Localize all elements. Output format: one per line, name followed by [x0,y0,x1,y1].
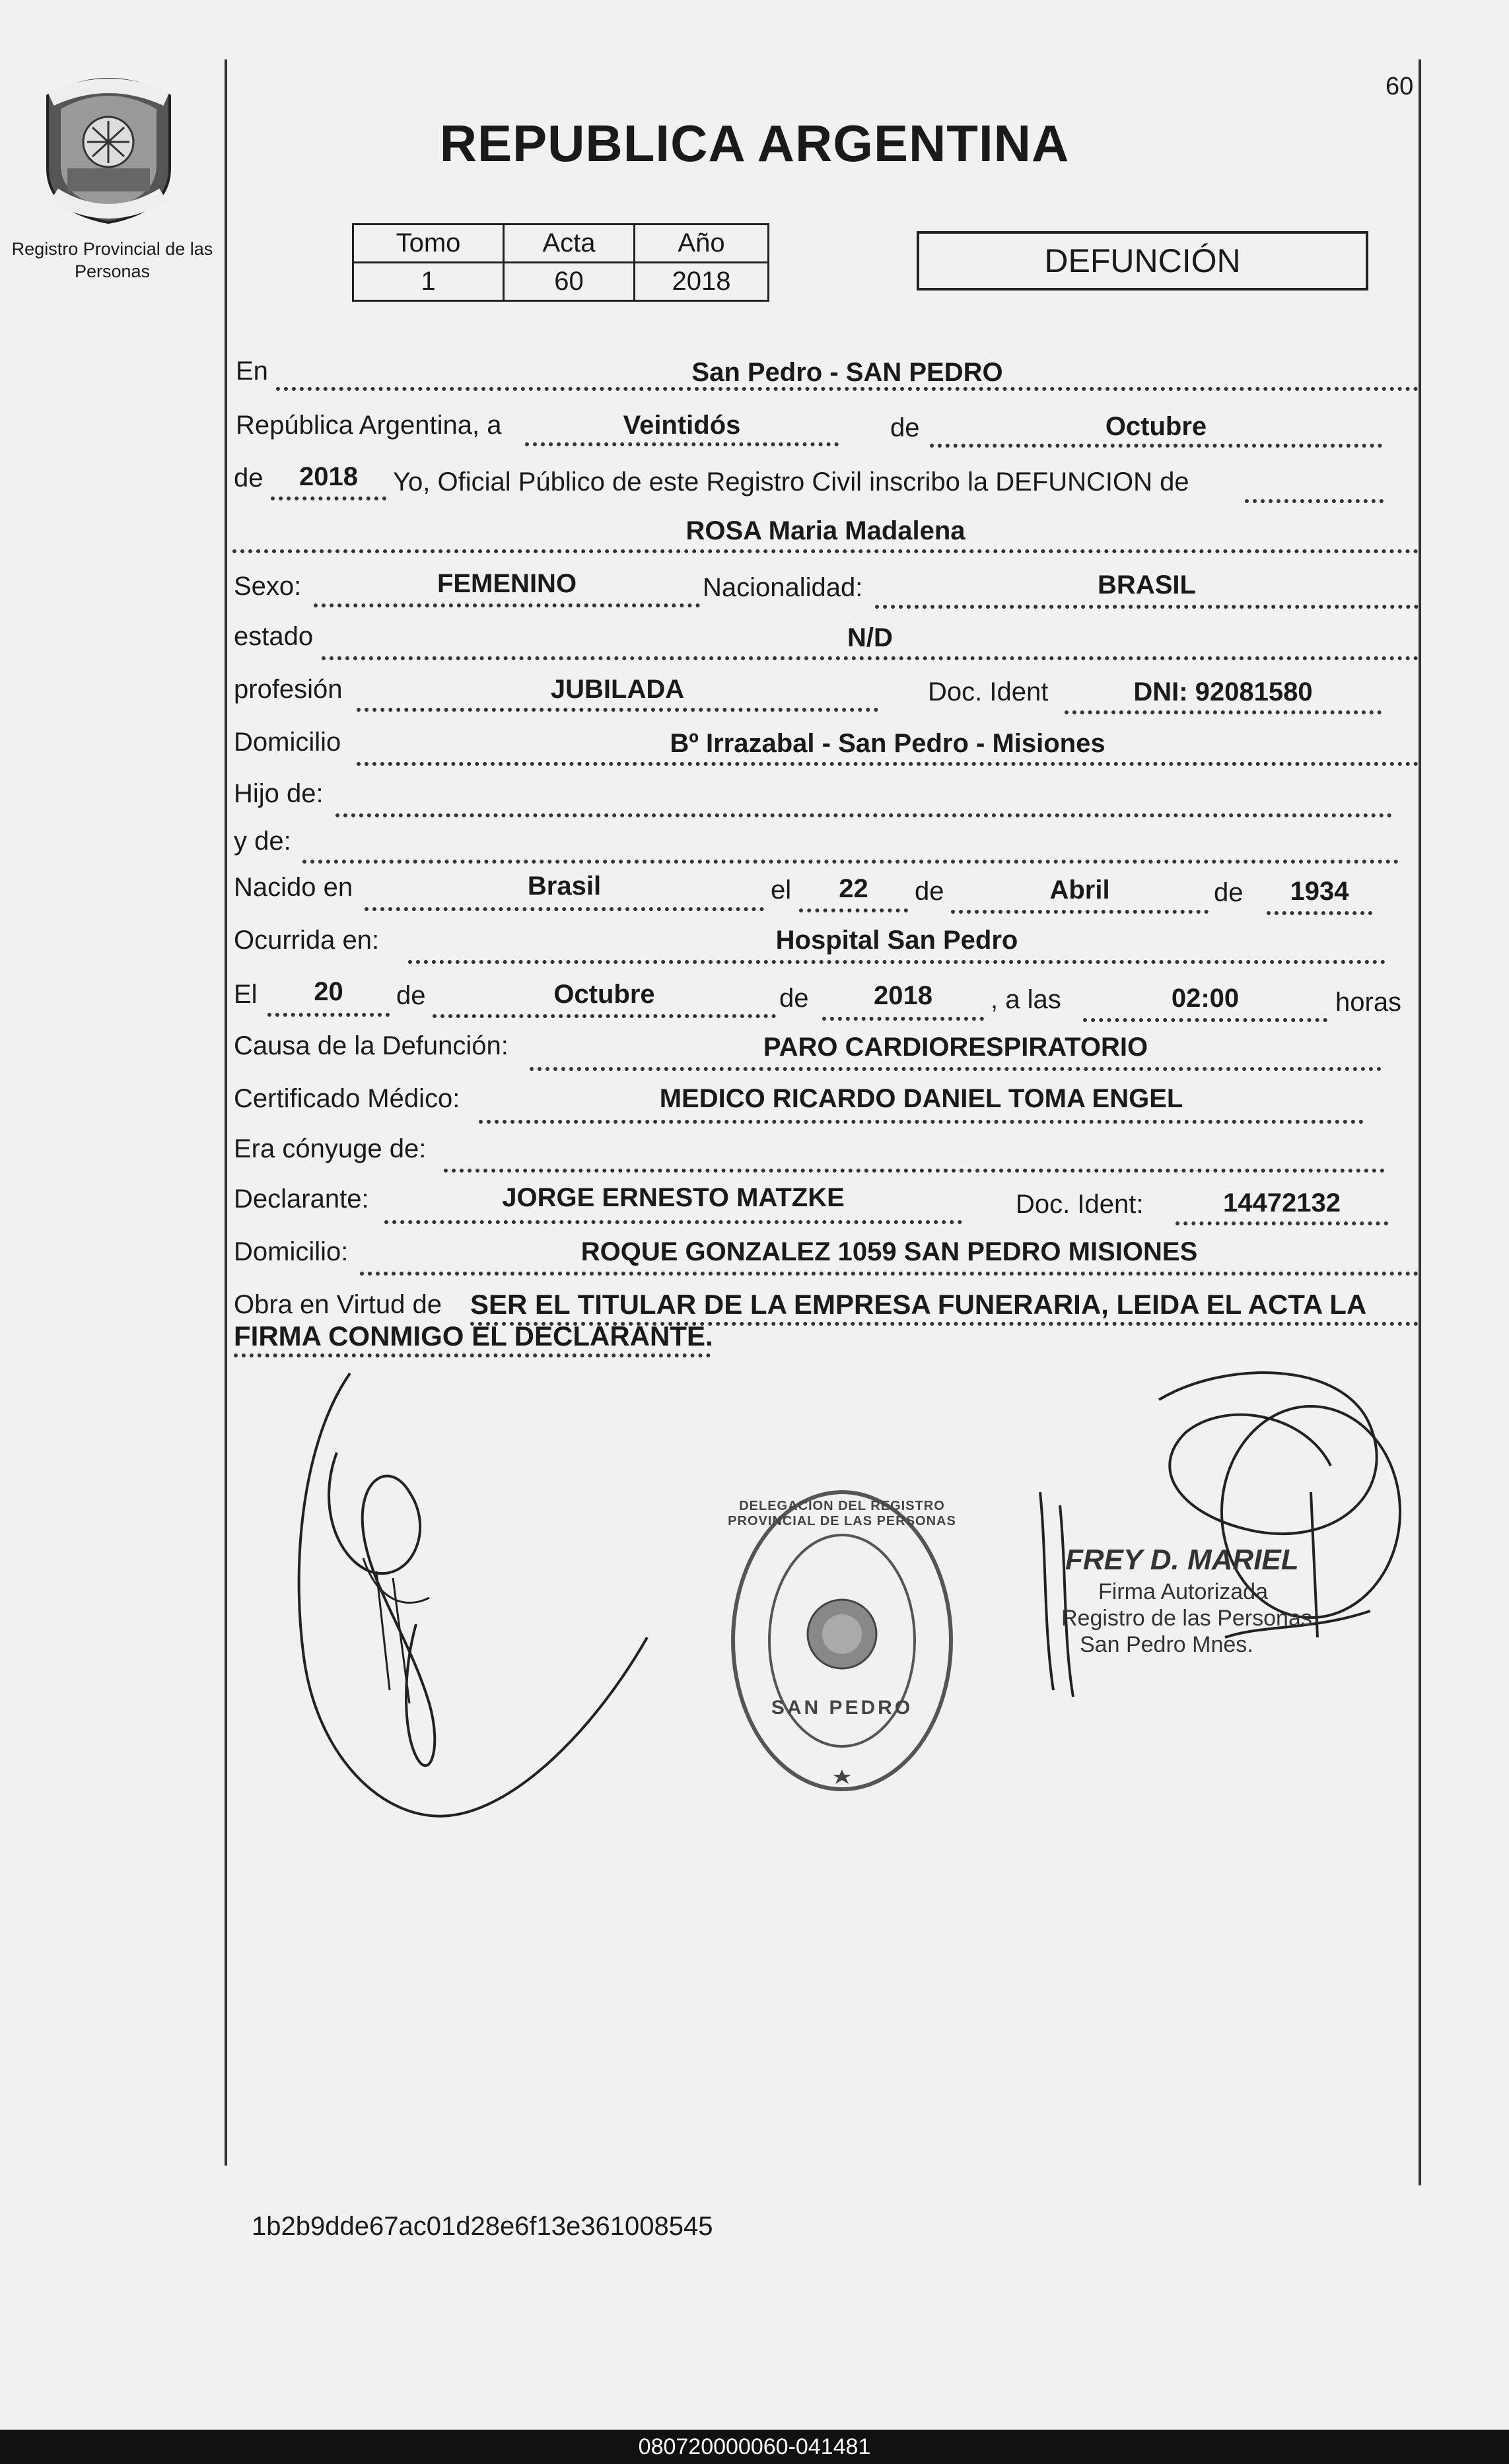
field-profesion: JUBILADA [550,675,685,704]
table-header-tomo: Tomo [353,224,504,263]
dotted-line [1267,911,1372,915]
field-sexo: FEMENINO [437,569,577,598]
org-caption: Registro Provincial de las Personas [11,239,213,281]
label-de: de [915,877,944,906]
dotted-line [357,708,878,712]
page-number: 60 [1386,73,1414,100]
dotted-line [875,605,1419,609]
dotted-line [234,1353,711,1357]
label-estado: estado [234,622,314,651]
field-hora: 02:00 [1171,984,1240,1013]
dotted-line [302,860,1399,864]
label-doc-ident-declarante: Doc. Ident: [1016,1190,1144,1219]
dotted-line [408,960,1386,964]
label-nacido-en: Nacido en [234,873,353,902]
label-hijo-de: Hijo de: [234,779,324,808]
document-hash: 1b2b9dde67ac01d28e6f13e361008545 [252,2212,713,2241]
dotted-line [360,1272,1419,1276]
label-ocurrida-en: Ocurrida en: [234,926,380,955]
label-de: de [234,463,263,493]
dotted-line [1065,710,1382,714]
table-cell-anio: 2018 [635,263,769,301]
dotted-line [444,1169,1385,1173]
dotted-line [232,549,1419,553]
dotted-line [951,910,1209,914]
dotted-line [357,762,1419,766]
declarant-signature [277,1360,674,1835]
label-el-cap: El [234,980,258,1009]
field-def-mes: Octubre [553,980,655,1009]
field-anio: 2018 [299,462,358,491]
table-header-anio: Año [635,224,769,263]
table-cell-acta: 60 [504,263,635,301]
field-causa: PARO CARDIORESPIRATORIO [763,1033,1148,1062]
dotted-line [479,1120,1364,1124]
dotted-line [525,442,839,446]
label-de: de [779,984,809,1013]
label-sexo: Sexo: [234,572,302,601]
footer-code: 080720000060-041481 [0,2430,1509,2464]
stamp-round-inner-text: SAN PEDRO [771,1697,913,1719]
official-signature [1027,1360,1417,1730]
field-nac-dia: 22 [839,874,868,903]
field-declarante-domicilio: ROQUE GONZALEZ 1059 SAN PEDRO MISIONES [580,1237,1198,1266]
left-margin-line [225,59,227,2166]
label-de: de [396,981,426,1010]
round-stamp [726,1486,958,1796]
stamp-official-line1: Firma Autorizada [1098,1579,1268,1604]
field-def-dia: 20 [314,977,343,1006]
stamp-official-line3: San Pedro Mnes. [1080,1632,1253,1657]
dotted-line [1083,1018,1327,1022]
field-certificado: MEDICO RICARDO DANIEL TOMA ENGEL [659,1084,1183,1113]
dotted-line [930,444,1382,448]
registry-table [352,223,769,302]
dotted-line [822,1017,984,1021]
field-mes: Octubre [1105,412,1207,441]
label-horas: horas [1335,988,1402,1017]
document-type-box: DEFUNCIÓN [917,231,1368,291]
field-nacionalidad: BRASIL [1098,570,1196,599]
dotted-line [1176,1221,1388,1225]
label-conyuge: Era cónyuge de: [234,1134,427,1163]
dotted-line [1245,499,1384,503]
field-nacido-en: Brasil [527,872,602,901]
field-nombre: ROSA Maria Madalena [685,516,965,545]
label-yo-oficial: Yo, Oficial Público de este Registro Civil inscribo la DEFUNCION de [393,467,1189,496]
field-dia-letras: Veintidós [623,411,741,440]
field-obra-line2: FIRMA CONMIGO EL DECLARANTE. [234,1320,713,1352]
table-cell-tomo: 1 [353,263,504,301]
field-nac-mes: Abril [1049,875,1110,905]
label-el: el [771,875,792,905]
label-declarante: Declarante: [234,1184,369,1214]
field-estado: N/D [847,623,893,652]
label-certificado: Certificado Médico: [234,1084,460,1113]
field-ocurrida-en: Hospital San Pedro [775,926,1018,955]
label-a-las: , a las [991,985,1061,1014]
label-domicilio: Domicilio [234,728,341,757]
dotted-line [322,656,1419,660]
field-nac-anio: 1934 [1290,877,1349,906]
dotted-line [314,603,700,607]
label-y-de: y de: [234,827,291,856]
table-header-acta: Acta [504,224,635,263]
field-def-anio: 2018 [874,981,932,1010]
dotted-line [335,813,1392,817]
dotted-line [433,1014,776,1018]
field-domicilio: Bº Irrazabal - San Pedro - Misiones [670,729,1105,758]
label-de: de [1214,878,1244,907]
stamp-round-outer-text: DELEGACION DEL REGISTRO PROVINCIAL DE LAS PERSONAS [728,1499,956,1528]
right-margin-line [1419,59,1421,2185]
label-en: En [236,357,268,386]
field-declarante: JORGE ERNESTO MATZKE [502,1183,845,1212]
dotted-line [271,496,386,500]
dotted-line [384,1220,962,1224]
label-doc-ident: Doc. Ident [928,677,1049,706]
stamp-official-line2: Registro de las Personas [1061,1606,1312,1631]
label-republica: República Argentina, a [236,411,502,440]
dotted-line [267,1013,390,1017]
label-profesion: profesión [234,675,343,704]
label-causa: Causa de la Defunción: [234,1031,509,1060]
label-de: de [890,413,920,442]
dotted-line [530,1067,1382,1071]
field-dni: DNI: 92081580 [1133,677,1313,706]
label-obra: Obra en Virtud de [234,1290,442,1319]
label-domicilio-declarante: Domicilio: [234,1237,349,1266]
page-title: REPUBLICA ARGENTINA [439,114,1070,172]
field-obra-line1: SER EL TITULAR DE LA EMPRESA FUNERARIA, LEIDA EL ACTA LA [470,1289,1367,1320]
field-declarante-doc: 14472132 [1223,1188,1341,1217]
label-nacionalidad: Nacionalidad: [703,573,863,602]
dotted-line [799,908,908,912]
dotted-line [365,907,764,911]
field-lugar: San Pedro - SAN PEDRO [691,358,1003,387]
stamp-official-name: FREY D. MARIEL [1065,1544,1299,1576]
